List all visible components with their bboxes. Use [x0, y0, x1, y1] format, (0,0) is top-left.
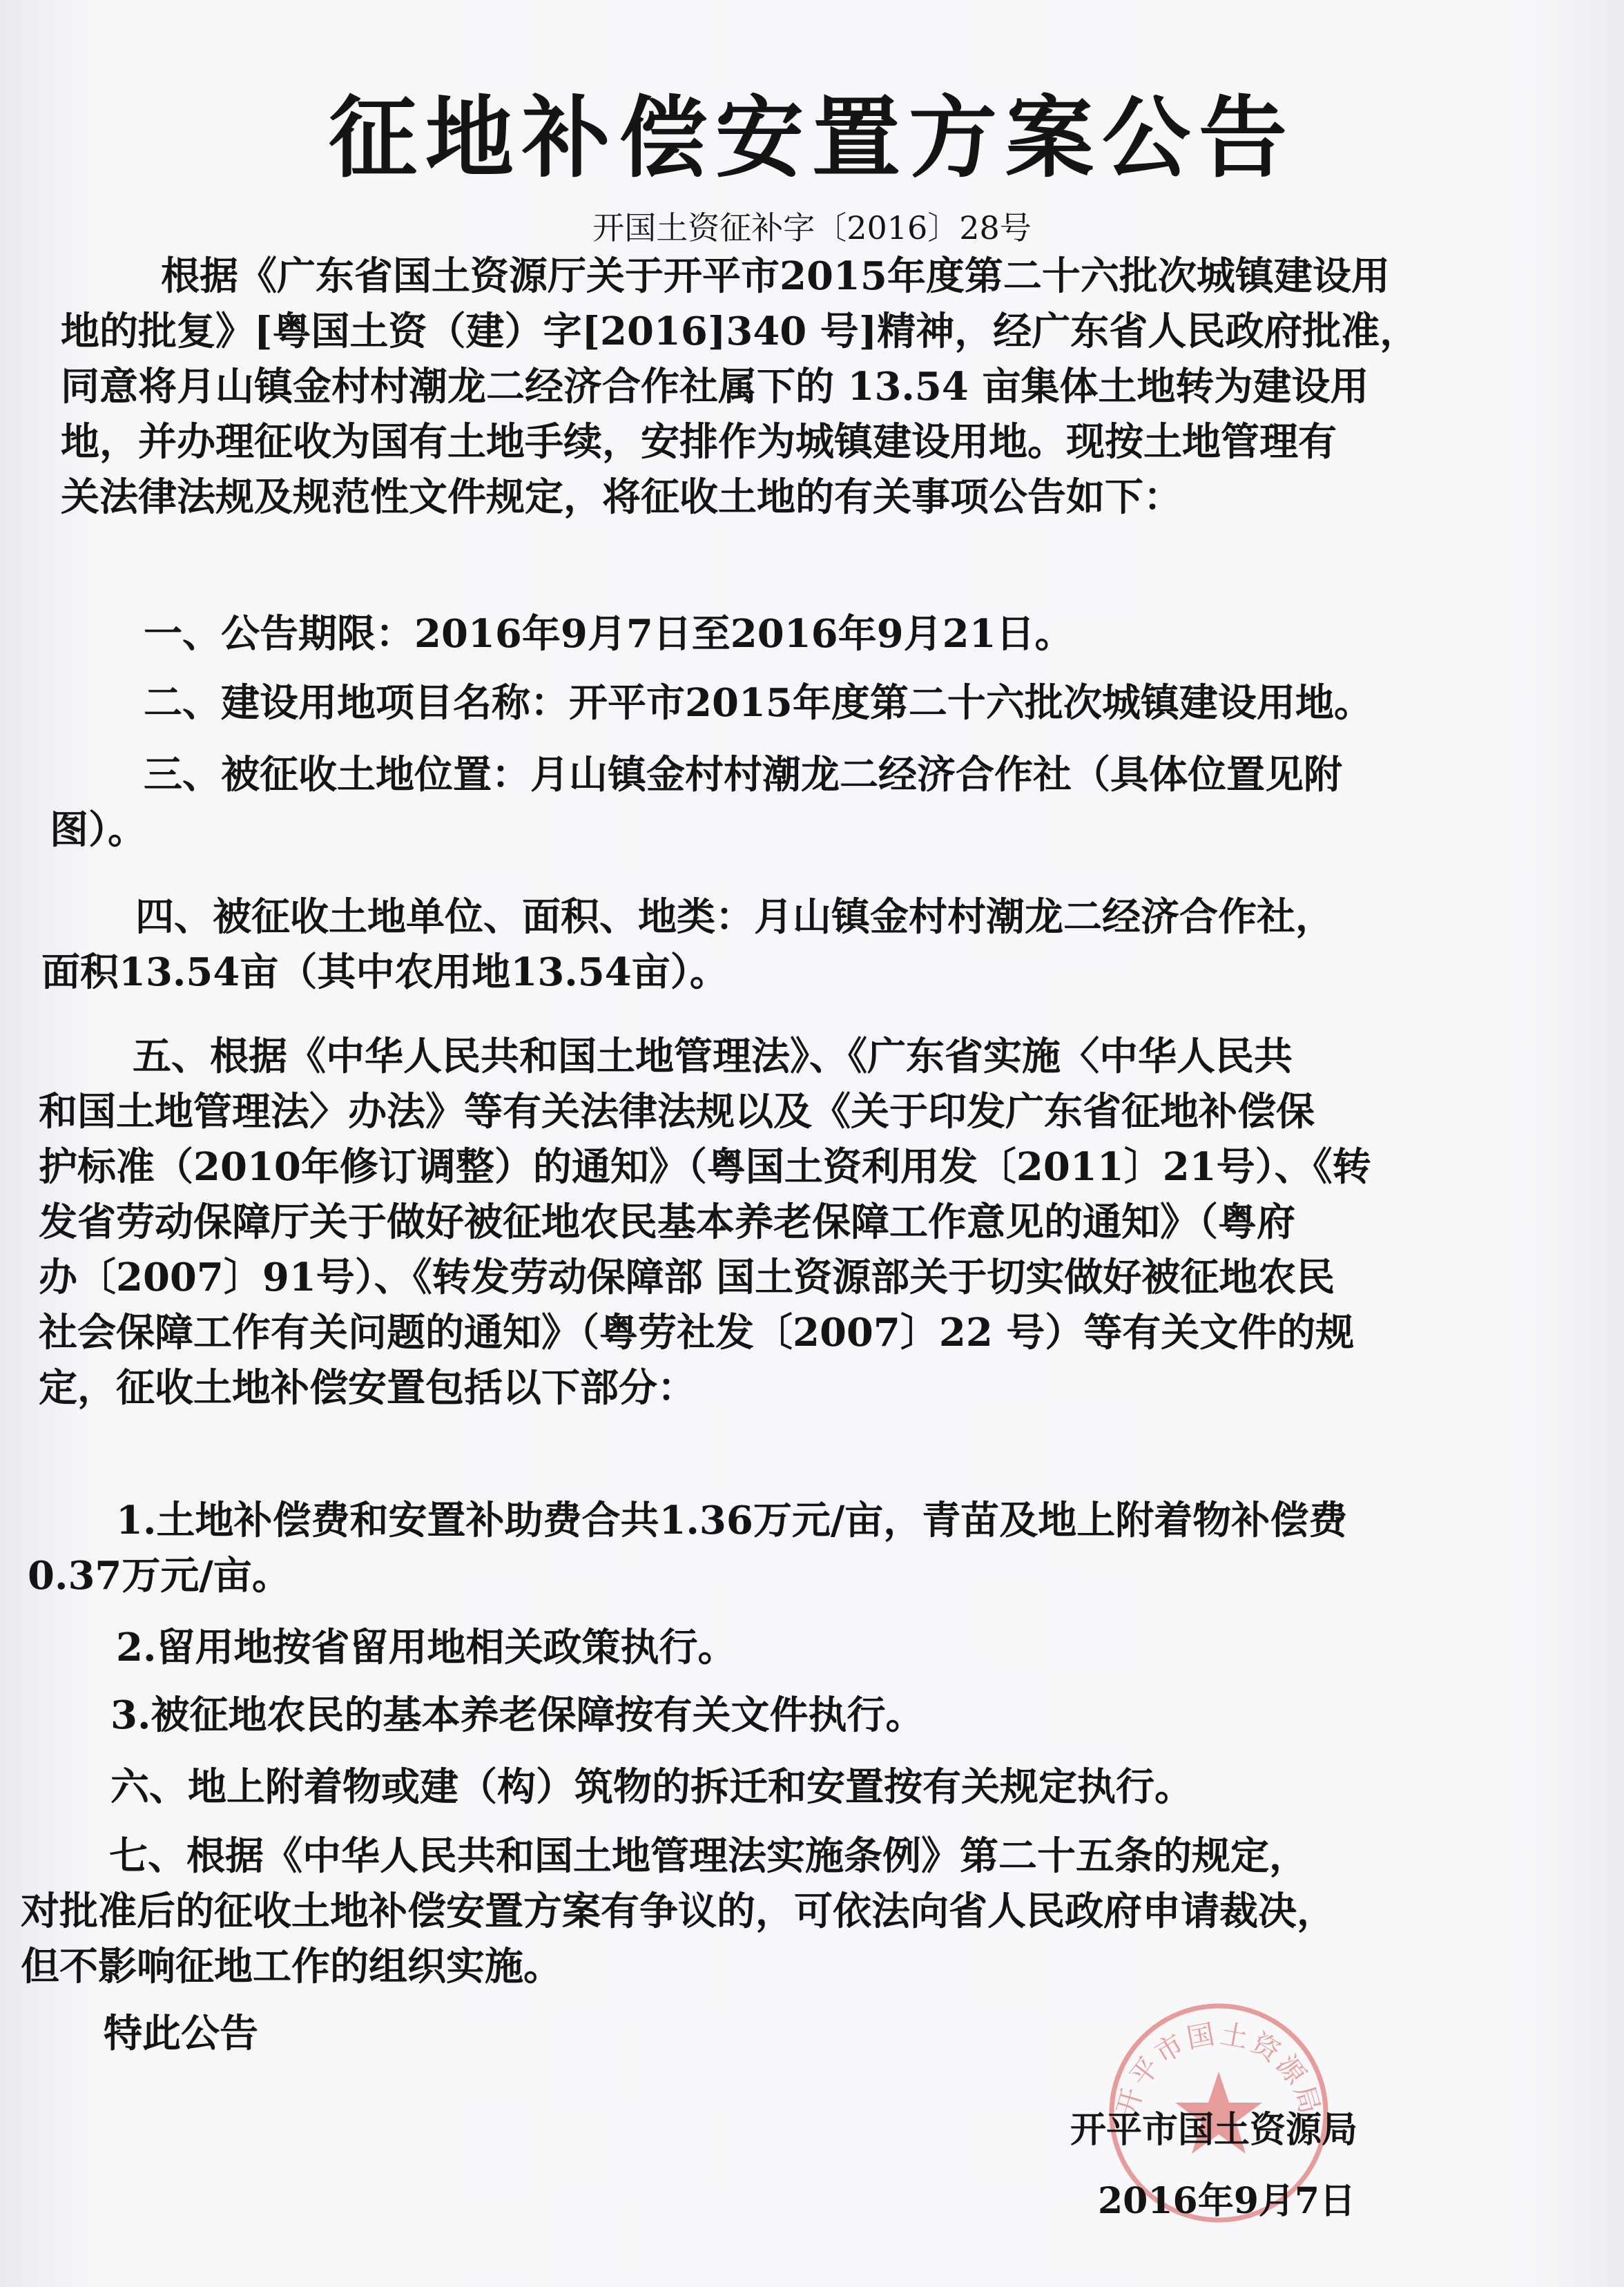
text-line: 同意将月山镇金村村潮龙二经济合作社属下的 13.54 亩集体土地转为建设用	[61, 364, 1369, 409]
text-line: 定，征收土地补偿安置包括以下部分：	[39, 1365, 696, 1411]
text-line: 和国土地管理法〉办法》等有关法律法规以及《关于印发广东省征地补偿保	[39, 1089, 1315, 1135]
text-line: 六、地上附着物或建（构）筑物的拆迁和安置按有关规定执行。	[110, 1764, 1193, 1810]
intro-paragraph	[61, 249, 1418, 525]
text-line: 地的批复》[粤国土资（建）字[2016]340 号]精神，经广东省人民政府批准，	[61, 309, 1419, 354]
subitem-reserved-land	[116, 1620, 736, 1675]
text-line: 根据《广东省国土资源厅关于开平市2015年度第二十六批次城镇建设用	[161, 253, 1390, 299]
closing-statement: 特此公告	[104, 2011, 258, 2056]
text-line: 但不影响征地工作的组织实施。	[21, 1944, 562, 1989]
text-line: 地，并办理征收为国有土地手续，安排作为城镇建设用地。现按土地管理有	[61, 419, 1337, 465]
item-legal-basis	[39, 1029, 1371, 1416]
document-title: 征地补偿安置方案公告	[328, 86, 1295, 190]
subitem-compensation-fee	[28, 1493, 1347, 1603]
text-line: 发省劳动保障厅关于做好被征地农民基本养老保障工作意见的通知》（粤府	[39, 1199, 1295, 1245]
item-dispute-ruling	[21, 1828, 1335, 1994]
text-line: 对批准后的征收土地补偿安置方案有争议的，可依法向省人民政府申请裁决，	[21, 1889, 1335, 1934]
text-line: 2.留用地按省留用地相关政策执行。	[116, 1625, 737, 1670]
issue-date: 2016年9月7日	[1098, 2180, 1356, 2222]
text-line: 关法律法规及规范性文件规定，将征收土地的有关事项公告如下：	[61, 474, 1182, 520]
issuer-signature: 开平市国土资源局	[1070, 2109, 1358, 2151]
item-land-location	[50, 747, 1342, 858]
text-line: 图）。	[50, 807, 146, 853]
text-line: 0.37万元/亩。	[28, 1553, 291, 1599]
item-project-name	[144, 675, 1373, 731]
item-announcement-period	[144, 606, 1074, 662]
document-number: 开国土资征补字〔2016〕28号	[592, 209, 1032, 247]
text-line: 面积13.54亩（其中农用地13.54亩）。	[41, 949, 728, 995]
subitem-pension-security	[110, 1688, 924, 1743]
text-line: 3.被征地农民的基本养老保障按有关文件执行。	[110, 1692, 925, 1738]
text-line: 办〔2007〕91号）、《转发劳动保障部 国土资源部关于切实做好被征地农民	[39, 1255, 1335, 1300]
text-line: 二、建设用地项目名称：开平市2015年度第二十六批次城镇建设用地。	[144, 680, 1373, 726]
text-line: 四、被征收土地单位、面积、地类：月山镇金村村潮龙二经济合作社，	[135, 894, 1334, 940]
text-line: 七、根据《中华人民共和国土地管理法实施条例》第二十五条的规定，	[109, 1833, 1308, 1879]
item-land-unit-area	[41, 889, 1334, 1000]
text-line: 1.土地补偿费和安置补助费合共1.36万元/亩，青苗及地上附着物补偿费	[116, 1498, 1348, 1543]
seal-text: 开平市国土资源局	[1111, 2018, 1326, 2120]
text-line: 三、被征收土地位置：月山镇金村村潮龙二经济合作社（具体位置见附	[144, 752, 1342, 798]
text-line: 五、根据《中华人民共和国土地管理法》、《广东省实施〈中华人民共	[133, 1034, 1293, 1079]
text-line: 护标准（2010年修订调整）的通知》（粤国土资利用发〔2011〕21号）、《转	[39, 1144, 1371, 1190]
item-demolition	[110, 1759, 1193, 1815]
text-line: 一、公告期限：2016年9月7日至2016年9月21日。	[144, 611, 1074, 657]
text-line: 社会保障工作有关问题的通知》（粤劳社发〔2007〕22 号）等有关文件的规	[39, 1310, 1355, 1355]
